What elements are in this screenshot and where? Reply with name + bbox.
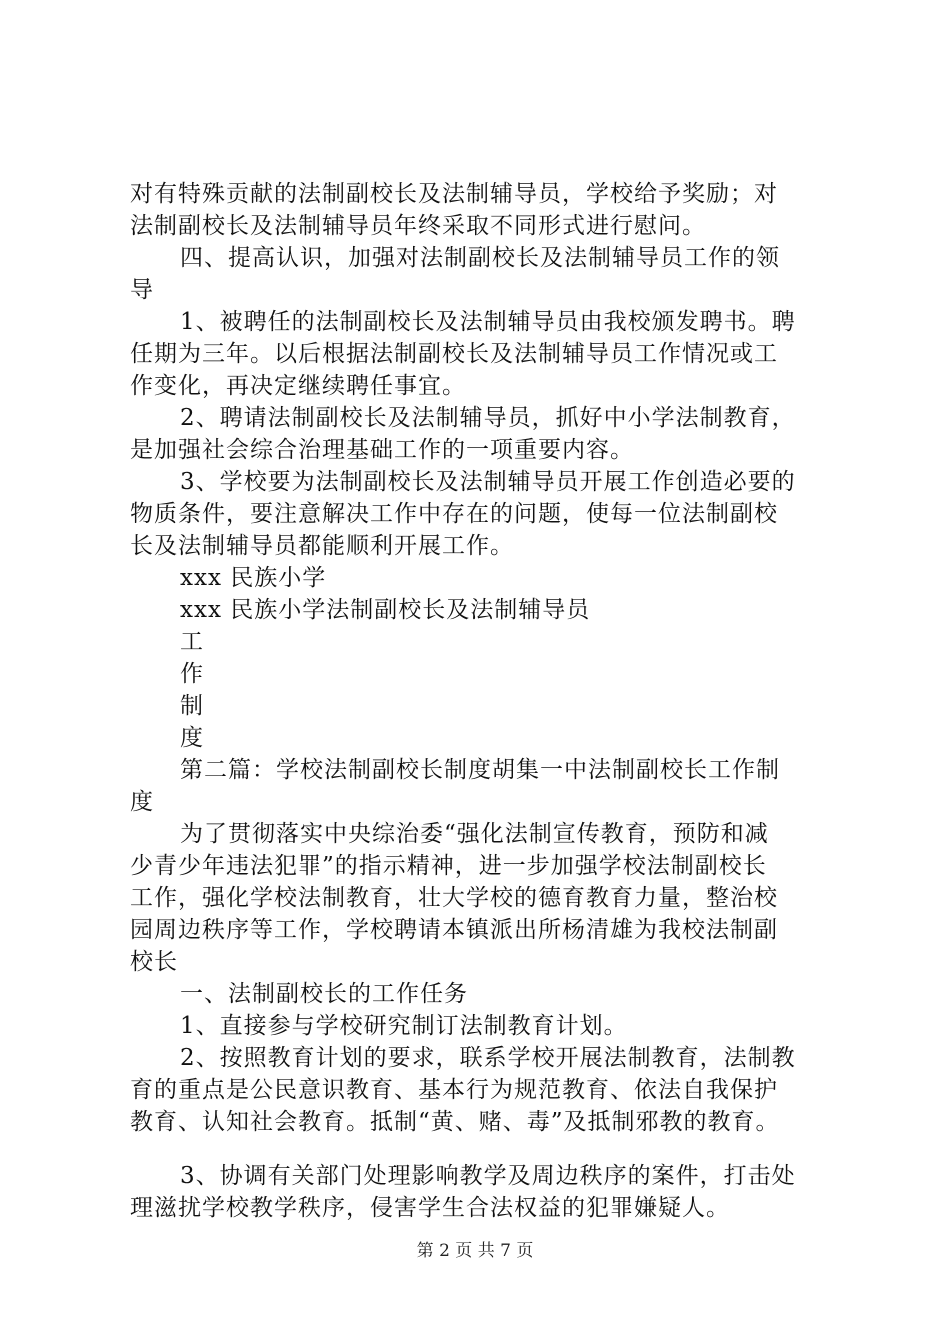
body-text-line: 工作，强化学校法制教育，壮大学校的德育教育力量，整治校 bbox=[130, 885, 778, 911]
document-title-char: 制 bbox=[180, 693, 204, 719]
body-text-line: 长及法制辅导员都能顺利开展工作。 bbox=[130, 533, 514, 559]
section-heading: 一、法制副校长的工作任务 bbox=[180, 981, 468, 1007]
body-text-line: 教育、认知社会教育。抵制“黄、赌、毒”及抵制邪教的教育。 bbox=[130, 1109, 780, 1135]
document-title-char: 度 bbox=[180, 725, 204, 751]
chapter-heading-continuation: 度 bbox=[130, 789, 154, 815]
body-text-line: 3、学校要为法制副校长及法制辅导员开展工作创造必要的 bbox=[180, 469, 796, 495]
body-text-line: 园周边秩序等工作，学校聘请本镇派出所杨清雄为我校法制副 bbox=[130, 917, 778, 943]
body-text-line: 对有特殊贡献的法制副校长及法制辅导员，学校给予奖励；对 bbox=[130, 181, 778, 207]
body-text-line: 3、协调有关部门处理影响教学及周边秩序的案件，打击处 bbox=[180, 1163, 796, 1189]
body-text-line: 1、被聘任的法制副校长及法制辅导员由我校颁发聘书。聘 bbox=[180, 309, 796, 335]
document-title-char: 作 bbox=[180, 661, 204, 687]
section-heading: 四、提高认识，加强对法制副校长及法制辅导员工作的领 bbox=[180, 245, 780, 271]
body-text-line: 为了贯彻落实中央综治委“强化法制宣传教育，预防和减 bbox=[180, 821, 769, 847]
page-number-footer: 第 2 页 共 7 页 bbox=[416, 1241, 534, 1261]
body-text-line: 2、按照教育计划的要求，联系学校开展法制教育，法制教 bbox=[180, 1045, 796, 1071]
body-text-line: 理滋扰学校教学秩序，侵害学生合法权益的犯罪嫌疑人。 bbox=[130, 1195, 730, 1221]
body-text-line: 法制副校长及法制辅导员年终采取不同形式进行慰问。 bbox=[130, 213, 706, 239]
document-title-char: 工 bbox=[180, 629, 204, 655]
body-text-line: 任期为三年。以后根据法制副校长及法制辅导员工作情况或工 bbox=[130, 341, 778, 367]
body-text-line: 2、聘请法制副校长及法制辅导员，抓好中小学法制教育， bbox=[180, 405, 796, 431]
body-text-line: 育的重点是公民意识教育、基本行为规范教育、依法自我保护 bbox=[130, 1077, 778, 1103]
body-text-line: 1、直接参与学校研究制订法制教育计划。 bbox=[180, 1013, 628, 1039]
body-text-line: 少青少年违法犯罪”的指示精神，进一步加强学校法制副校长 bbox=[130, 853, 767, 879]
body-text-line: 校长 bbox=[130, 949, 178, 975]
body-text-line: 是加强社会综合治理基础工作的一项重要内容。 bbox=[130, 437, 634, 463]
section-heading-continuation: 导 bbox=[130, 277, 154, 303]
document-title: xxx 民族小学法制副校长及法制辅导员 bbox=[180, 597, 591, 623]
school-name: xxx 民族小学 bbox=[180, 565, 327, 591]
chapter-heading: 第二篇：学校法制副校长制度胡集一中法制副校长工作制 bbox=[180, 757, 780, 783]
body-text-line: 作变化，再决定继续聘任事宜。 bbox=[130, 373, 466, 399]
body-text-line: 物质条件，要注意解决工作中存在的问题，使每一位法制副校 bbox=[130, 501, 778, 527]
